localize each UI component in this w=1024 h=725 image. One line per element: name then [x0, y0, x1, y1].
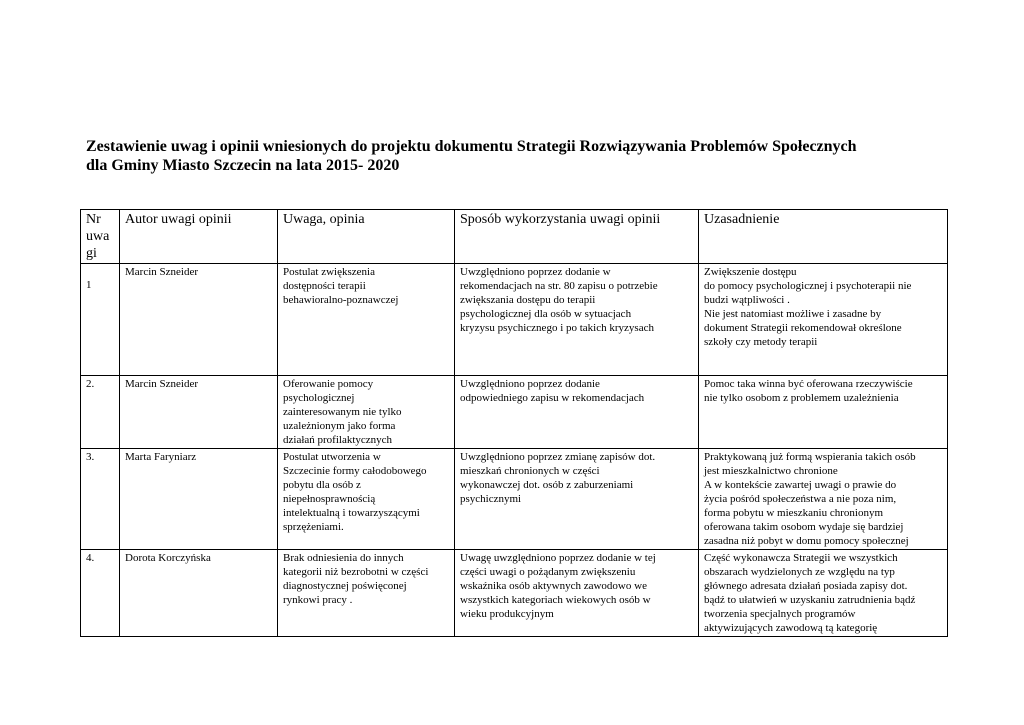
- cell-author: Marcin Szneider: [120, 376, 278, 449]
- table-row: [81, 449, 948, 550]
- cell-nr: 1: [81, 264, 120, 376]
- cell-justification: Praktykowaną już formą wspierania takich osób jest mieszkalnictwo chronione A w kontekście zawartej uwagi o prawie do życia pośród społeczeństwa a nie poza nim, forma pobytu w mieszkaniu chronionym oferowana takim osobom wydaje się bardziej zasadna niż pobyt w domu pomocy społecznej: [699, 449, 948, 550]
- cell-author: Marta Faryniarz: [120, 449, 278, 550]
- header-usage: Sposób wykorzystania uwagi opinii: [455, 210, 699, 264]
- table-row: [81, 376, 948, 449]
- cell-remark: Brak odniesienia do innych kategorii niż bezrobotni w części diagnostycznej poświęconej rynkowi pracy .: [278, 550, 455, 637]
- cell-remark: Postulat zwiększenia dostępności terapii behawioralno-poznawczej: [278, 264, 455, 376]
- cell-remark: Oferowanie pomocy psychologicznej zainteresowanym nie tylko uzależnionym jako forma działań profilaktycznych: [278, 376, 455, 449]
- cell-justification: Zwiększenie dostępu do pomocy psychologicznej i psychoterapii nie budzi wątpliwości . Nie jest natomiast możliwe i zasadne by dokument Strategii rekomendował określone szkoły czy metody terapii: [699, 264, 948, 376]
- cell-nr: 3.: [81, 449, 120, 550]
- remarks-table: [80, 209, 948, 637]
- header-nr: Nr uwa gi: [81, 210, 120, 264]
- cell-usage: Uwzględniono poprzez dodanie odpowiedniego zapisu w rekomendacjach: [455, 376, 699, 449]
- title-line-1: Zestawienie uwag i opinii wniesionych do projektu dokumentu Strategii Rozwiązywania Problemów Społecznych: [86, 138, 857, 155]
- cell-nr: 2.: [81, 376, 120, 449]
- cell-justification: Pomoc taka winna być oferowana rzeczywiście nie tylko osobom z problemem uzależnienia: [699, 376, 948, 449]
- cell-author: Marcin Szneider: [120, 264, 278, 376]
- title-line-2: dla Gminy Miasto Szczecin na lata 2015- 2020: [86, 157, 400, 174]
- cell-justification: Część wykonawcza Strategii we wszystkich obszarach wydzielonych ze względu na typ głównego adresata działań posiada zapisy dot. bądź to ułatwień w uzyskaniu zatrudnienia bądź tworzenia specjalnych programów aktywizujących zawodową tą kategorię: [699, 550, 948, 637]
- table-row: [81, 550, 948, 637]
- table-header-row: [81, 210, 948, 264]
- cell-nr: 4.: [81, 550, 120, 637]
- cell-usage: Uwzględniono poprzez dodanie w rekomendacjach na str. 80 zapisu o potrzebie zwiększania dostępu do terapii psychologicznej dla osób w sytuacjach kryzysu psychicznego i po takich kryzysach: [455, 264, 699, 376]
- header-author: Autor uwagi opinii: [120, 210, 278, 264]
- document-title: [86, 137, 956, 175]
- cell-usage: Uwagę uwzględniono poprzez dodanie w tej części uwagi o pożądanym zwiększeniu wskaźnika osób aktywnych zawodowo we wszystkich kategoriach wiekowych osób w wieku produkcyjnym: [455, 550, 699, 637]
- cell-usage: Uwzględniono poprzez zmianę zapisów dot. mieszkań chronionych w części wykonawczej dot. osób z zaburzeniami psychicznymi: [455, 449, 699, 550]
- header-remark: Uwaga, opinia: [278, 210, 455, 264]
- header-justification: Uzasadnienie: [699, 210, 948, 264]
- cell-remark: Postulat utworzenia w Szczecinie formy całodobowego pobytu dla osób z niepełnosprawnością intelektualną i towarzyszącymi sprzężeniami.: [278, 449, 455, 550]
- cell-author: Dorota Korczyńska: [120, 550, 278, 637]
- table-row: [81, 264, 948, 376]
